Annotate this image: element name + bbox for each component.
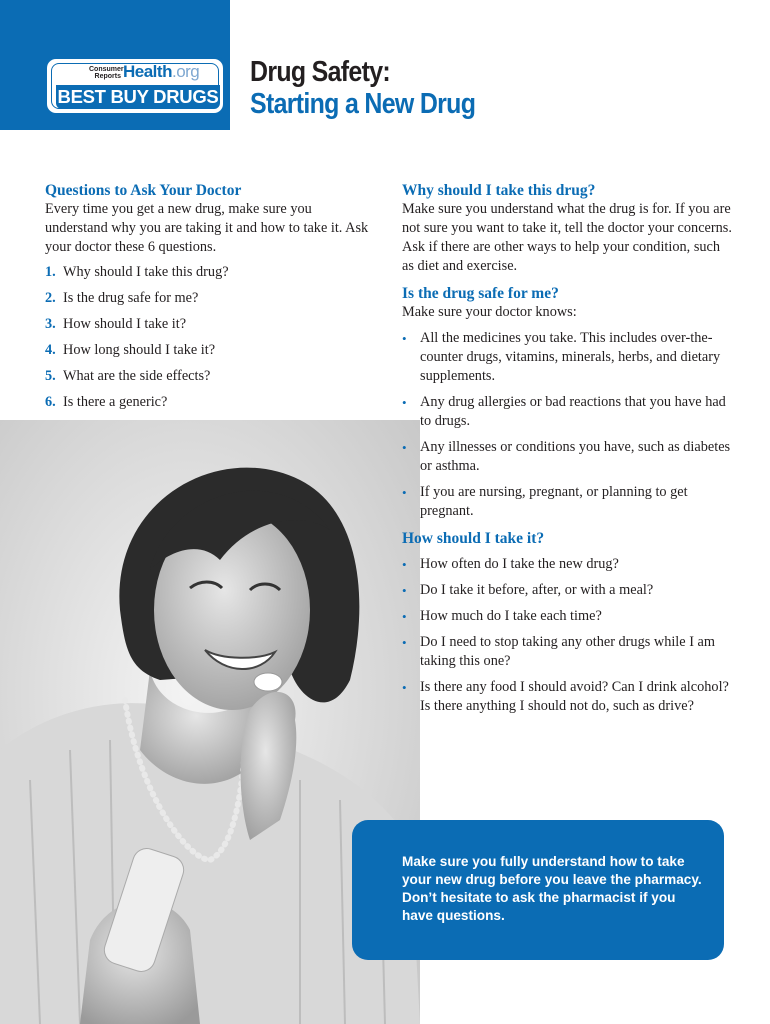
list-item [402, 581, 732, 600]
list-item [402, 633, 732, 671]
question-text: Is there a generic? [63, 394, 168, 410]
why-text: Make sure you understand what the drug is for. If you are not sure you want to take it, tell the doctor your concerns. Ask if there are other ways to help your condition, such as diet and exercise. [402, 201, 732, 274]
question-item [45, 315, 370, 334]
why-section [402, 182, 732, 276]
list-item [402, 555, 732, 574]
questions-intro: Every time you get a new drug, make sure you understand why you are taking it and how to take it. Ask your doctor these 6 questions. [45, 201, 369, 255]
why-heading: Why should I take this drug? [402, 182, 596, 199]
question-number: 3. [45, 316, 56, 332]
best-buy-drugs-wordmark: BEST BUY DRUGS [57, 86, 219, 107]
list-item-text: Any drug allergies or bad reactions that you have had to drugs. [420, 394, 726, 429]
list-item-text: If you are nursing, pregnant, or planning to get pregnant. [420, 484, 688, 519]
consumer-reports-wordmark: Consumer Reports [89, 66, 124, 80]
callout-text: Make sure you fully understand how to take your new drug before you leave the pharmacy. Don’t hesitate to ask the pharmacist if you have questions. [402, 854, 702, 923]
bullet-icon: • [402, 331, 407, 346]
bullet-icon: • [402, 440, 407, 455]
bullet-icon: • [402, 485, 407, 500]
list-item-text: Do I take it before, after, or with a meal? [420, 582, 654, 598]
question-text: What are the side effects? [63, 368, 211, 384]
list-item [402, 438, 732, 476]
bullet-icon: • [402, 635, 407, 650]
question-number: 4. [45, 342, 56, 358]
health-org-wordmark: Health.org [123, 62, 200, 81]
bullet-icon: • [402, 395, 407, 410]
safe-heading: Is the drug safe for me? [402, 285, 559, 302]
question-item [45, 263, 370, 282]
how-list [402, 555, 732, 716]
question-item [45, 393, 370, 412]
list-item-text: Is there any food I should avoid? Can I drink alcohol? Is there anything I should not do, such as drive? [420, 679, 729, 714]
question-number: 6. [45, 394, 56, 410]
bullet-icon: • [402, 609, 407, 624]
bullet-icon: • [402, 680, 407, 695]
questions-list [45, 263, 370, 412]
list-item [402, 607, 732, 626]
questions-column [45, 182, 370, 419]
question-item [45, 367, 370, 386]
question-text: How should I take it? [63, 316, 187, 332]
list-item-text: All the medicines you take. This includes over-the-counter drugs, vitamins, minerals, herbs, and dietary supplements. [420, 330, 721, 384]
question-text: How long should I take it? [63, 342, 216, 358]
header-tab [0, 0, 230, 130]
question-number: 5. [45, 368, 56, 384]
bullet-icon: • [402, 557, 407, 572]
question-text: Why should I take this drug? [63, 264, 229, 280]
question-item [45, 289, 370, 308]
page-title-line2: Starting a New Drug [250, 88, 476, 120]
how-section [402, 530, 732, 716]
list-item-text: Any illnesses or conditions you have, such as diabetes or asthma. [420, 439, 731, 474]
best-buy-drugs-logo [44, 56, 226, 116]
list-item [402, 329, 732, 386]
page-title-line1: Drug Safety: [250, 56, 391, 88]
safe-section [402, 285, 732, 521]
details-column [402, 182, 732, 725]
safe-intro: Make sure your doctor knows: [402, 304, 577, 320]
list-item-text: How often do I take the new drug? [420, 556, 619, 572]
questions-heading: Questions to Ask Your Doctor [45, 182, 242, 199]
list-item [402, 483, 732, 521]
list-item [402, 678, 732, 716]
question-number: 1. [45, 264, 56, 280]
list-item-text: Do I need to stop taking any other drugs while I am taking this one? [420, 634, 716, 669]
how-heading: How should I take it? [402, 530, 545, 547]
question-text: Is the drug safe for me? [63, 290, 199, 306]
pharmacy-callout-box [352, 820, 724, 960]
question-number: 2. [45, 290, 56, 306]
list-item-text: How much do I take each time? [420, 608, 602, 624]
question-item [45, 341, 370, 360]
safe-list [402, 329, 732, 521]
bullet-icon: • [402, 583, 407, 598]
list-item [402, 393, 732, 431]
